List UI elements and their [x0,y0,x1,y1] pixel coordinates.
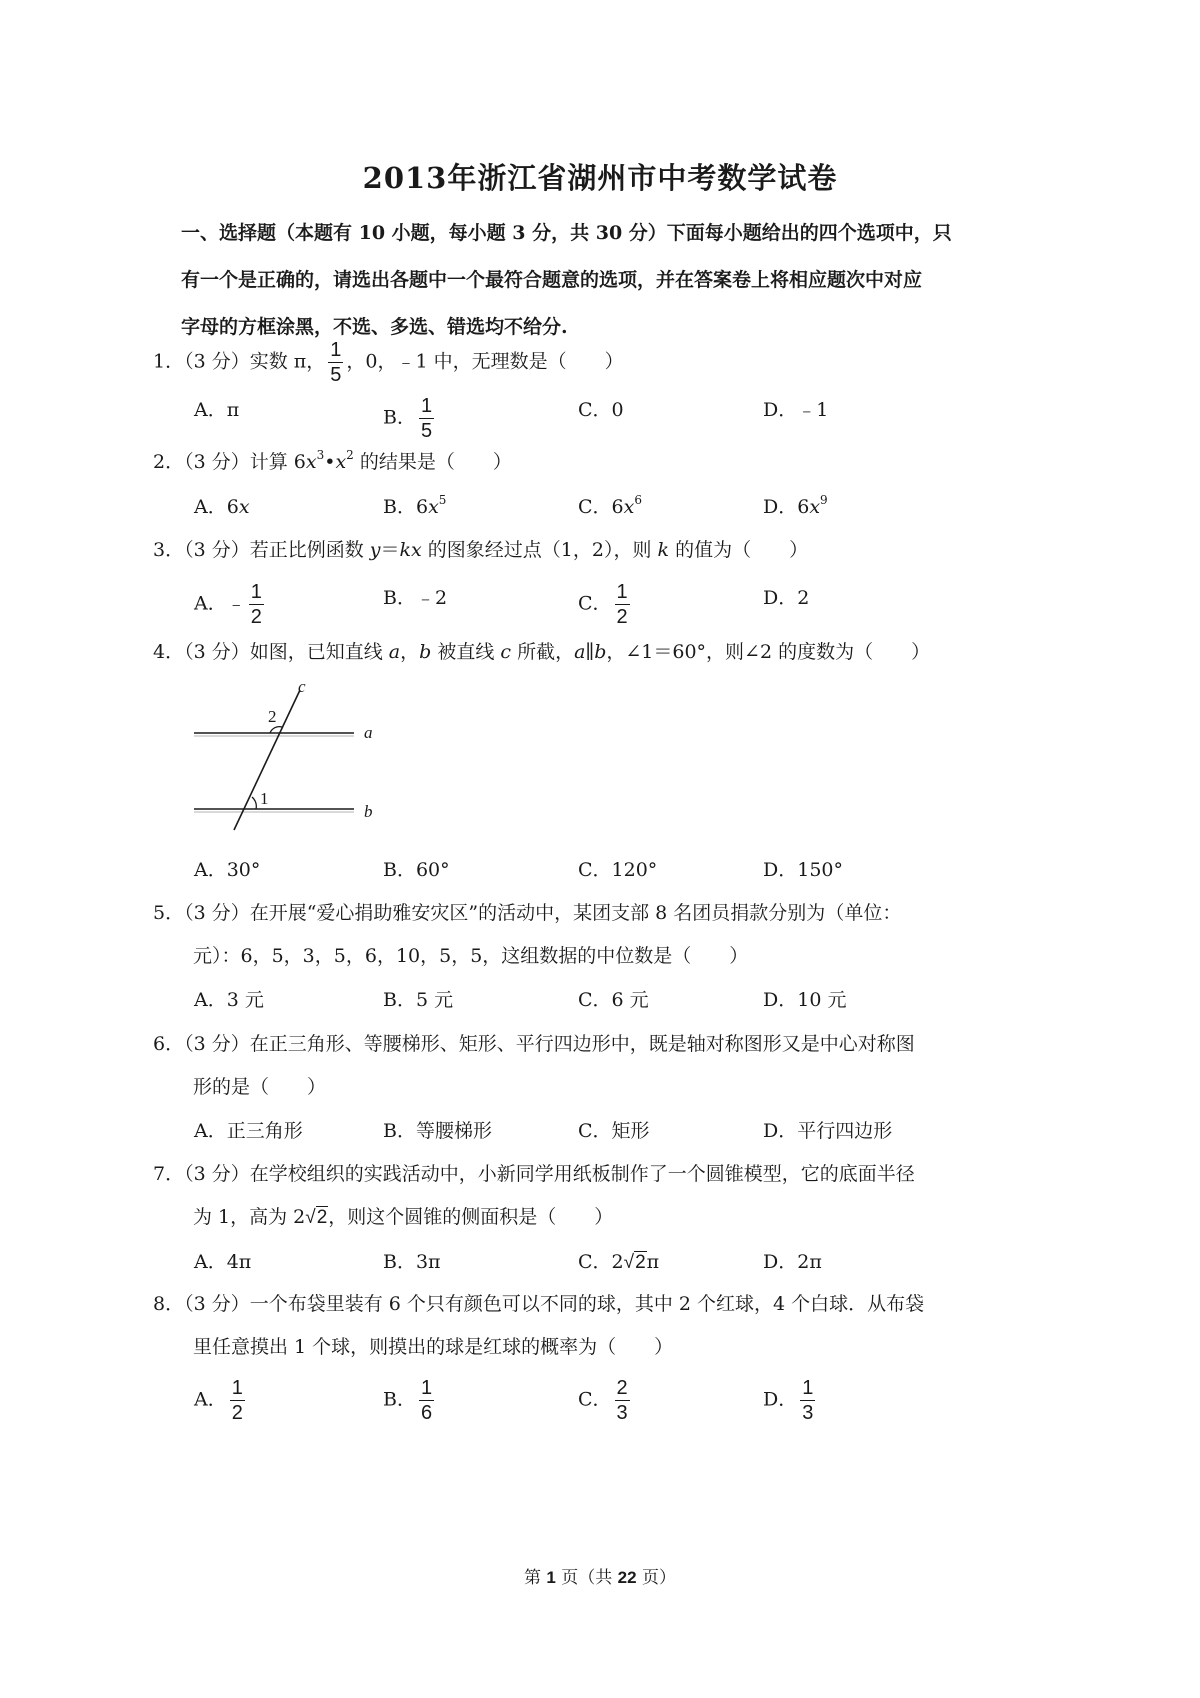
frac-num: 1 [802,1377,814,1399]
q3-option-d: D．2 [763,587,810,609]
q8-opta-fraction [230,1378,245,1423]
q5-option-b: B．5 元 [383,989,454,1011]
var-c: c [500,641,512,663]
label-angle-2: 2 [268,707,277,726]
var-y: y [369,539,381,561]
option-label: B． [383,406,416,429]
pi: π [646,1251,660,1273]
q7-text: ，则这个圆锥的侧面积是（ ） [328,1206,614,1228]
q7-option-a: A．4π [194,1251,252,1273]
section-line-3: 字母的方框涂黑，不选、多选、错选均不给分. [181,316,568,338]
q8-option-b [383,1378,437,1423]
option-label: B． [383,1388,416,1411]
question-4 [153,638,930,666]
q6-option-b: B．等腰梯形 [383,1120,492,1142]
frac-num: 1 [250,581,262,603]
question-6-line-1: 6．（3 分）在正三角形、等腰梯形、矩形、平行四边形中，既是轴对称图形又是中心对称图 [153,1033,915,1055]
q3-text: 的值为（ ） [669,539,809,561]
question-8-line-1: 8．（3 分）一个布袋里装有 6 个只有颜色可以不同的球，其中 2 个红球，4 个白球．从布袋 [153,1293,925,1315]
page-title: 2013年浙江省湖州市中考数学试卷 [362,161,838,195]
option-label: D．6 [763,496,810,518]
q1-option-a: A．π [194,399,240,421]
sqrt-radicand: 2 [635,1252,646,1273]
frac-den: 2 [231,1402,243,1424]
q5-option-a: A．3 元 [194,989,264,1011]
var-x: x [809,496,821,518]
exponent: 6 [634,493,642,507]
comma: ， [400,641,420,663]
page-footer [0,1563,1200,1588]
q2-suffix: 的结果是（ ） [353,451,512,473]
q4-option-c: C．120° [578,859,658,881]
section-instructions [181,210,1031,351]
question-3 [153,536,808,564]
q2-option-d [763,493,828,521]
q2-prefix: 2．（3 分）计算 6 [153,451,306,473]
q3-opta-fraction [249,582,264,627]
frac-num: 1 [616,581,628,603]
var-kx: kx [399,539,422,561]
var-x: x [238,496,250,518]
q3-text: 3．（3 分）若正比例函数 [153,539,370,561]
equals: ＝ [380,539,400,561]
option-label: A．6 [194,496,239,518]
option-label: C． [578,592,612,615]
q3-option-c [578,582,633,627]
q8-option-a [194,1378,248,1423]
option-label: C．2 [578,1251,624,1273]
q4-option-d: D．150° [763,859,843,881]
question-8-line-2: 里任意摸出 1 个球，则摸出的球是红球的概率为（ ） [193,1336,674,1358]
var-x: x [428,496,439,518]
frac-num: 1 [420,1377,433,1399]
q1-option-b [383,396,437,441]
frac-den: 3 [802,1402,814,1424]
q5-option-d: D．10 元 [763,989,847,1011]
q7-option-c [578,1248,659,1277]
sqrt-symbol: √ [623,1252,635,1273]
q2-option-c [578,493,642,521]
q4-option-b: B．60° [383,859,450,881]
q4-text: ，∠1＝60°，则∠2 的度数为（ ） [606,641,931,663]
q8-optc-fraction [615,1378,630,1423]
q7-option-b: B．3π [383,1251,441,1273]
question-5-line-2: 元）：6，5，3，5，6，10，5，5，这组数据的中位数是（ ） [193,945,749,967]
q3-option-b: B．﹣2 [383,587,448,609]
var-x: x [335,451,347,473]
question-7-line-1: 7．（3 分）在学校组织的实践活动中，小新同学用纸板制作了一个圆锥模型，它的底面半径 [153,1163,915,1185]
option-label: A．﹣ [194,592,246,615]
q7-option-d: D．2π [763,1251,822,1273]
label-angle-1: 1 [260,789,269,808]
question-2 [153,448,512,476]
angle-1-arc [252,797,256,809]
exponent: 9 [820,493,828,507]
sqrt-radicand: 2 [316,1207,328,1228]
frac-den: 5 [330,364,342,386]
frac-num: 2 [616,1377,628,1399]
q7-text: 为 1，高为 2 [193,1206,306,1228]
frac-den: 5 [420,420,433,442]
exponent: 5 [438,493,447,507]
var-b: b [594,641,607,663]
question-5-line-1: 5．（3 分）在开展“爱心捐助雅安灾区”的活动中，某团支部 8 名团员捐款分别为（单位： [153,902,902,924]
section-line-1: 一、选择题（本题有 10 小题，每小题 3 分，共 30 分）下面每小题给出的四个选项中，只 [181,222,952,244]
dot: • [324,451,336,473]
q1-prefix: 1．（3 分）实数 π， [153,350,326,373]
var-x: x [623,496,635,518]
sqrt-expression [624,1249,647,1277]
q5-option-c: C．6 元 [578,989,649,1011]
parallel-lines-figure [186,678,386,834]
q1-optb-fraction [419,396,434,441]
q6-option-a: A．正三角形 [194,1120,303,1142]
question-7-line-2 [193,1203,613,1232]
q4-text: 被直线 [431,641,501,663]
option-label: B．6 [383,496,429,518]
frac-den: 6 [420,1402,433,1424]
q2-option-a [194,493,250,521]
frac-den: 2 [250,606,262,628]
label-c: c [298,678,306,696]
frac-num: 1 [420,395,433,417]
option-label: A． [194,1388,227,1411]
q8-optd-fraction [800,1378,815,1423]
exponent: 3 [316,448,325,462]
q1-option-c: C．0 [578,399,624,421]
option-label: D． [763,1388,798,1411]
var-a: a [388,641,401,663]
parallel-symbol: ∥ [585,641,595,663]
q6-option-c: C．矩形 [578,1120,650,1142]
q4-text: 所截， [511,641,575,663]
var-b: b [419,641,432,663]
question-6-line-2: 形的是（ ） [193,1076,327,1098]
frac-num: 1 [231,1377,243,1399]
var-a: a [574,641,586,663]
sqrt-symbol: √ [305,1207,316,1228]
exponent: 2 [346,448,354,462]
option-label: C．6 [578,496,624,518]
label-a: a [364,723,373,742]
q1-option-d: D．﹣1 [763,399,829,421]
question-1 [153,340,624,385]
var-k: k [657,539,670,561]
page-number: 1 [546,1568,556,1587]
q1-suffix: ，0，﹣1 中，无理数是（ ） [346,350,624,373]
q8-option-d [763,1378,818,1423]
q3-text: 的图象经过点（1，2），则 [421,539,658,561]
q3-optc-fraction [615,582,630,627]
footer-text: 页（共 [555,1568,618,1588]
q4-text: 4．（3 分）如图，已知直线 [153,641,389,663]
sqrt-expression [305,1204,328,1232]
frac-den: 3 [616,1402,628,1424]
section-line-2: 有一个是正确的，请选出各题中一个最符合题意的选项，并在答案卷上将相应题次中对应 [181,269,923,291]
q3-option-a [194,582,267,627]
q2-option-b [383,493,446,521]
page-total: 22 [617,1568,637,1587]
label-b: b [364,802,373,821]
frac-num: 1 [330,339,342,361]
q8-optb-fraction [419,1378,434,1423]
var-x: x [305,451,317,473]
q4-option-a: A．30° [194,859,261,881]
option-label: C． [578,1388,612,1411]
footer-text: 页） [636,1568,676,1588]
frac-den: 2 [616,606,628,628]
footer-text: 第 [523,1568,547,1588]
q1-fraction [328,340,343,385]
q6-option-d: D．平行四边形 [763,1120,893,1142]
q8-option-c [578,1378,633,1423]
